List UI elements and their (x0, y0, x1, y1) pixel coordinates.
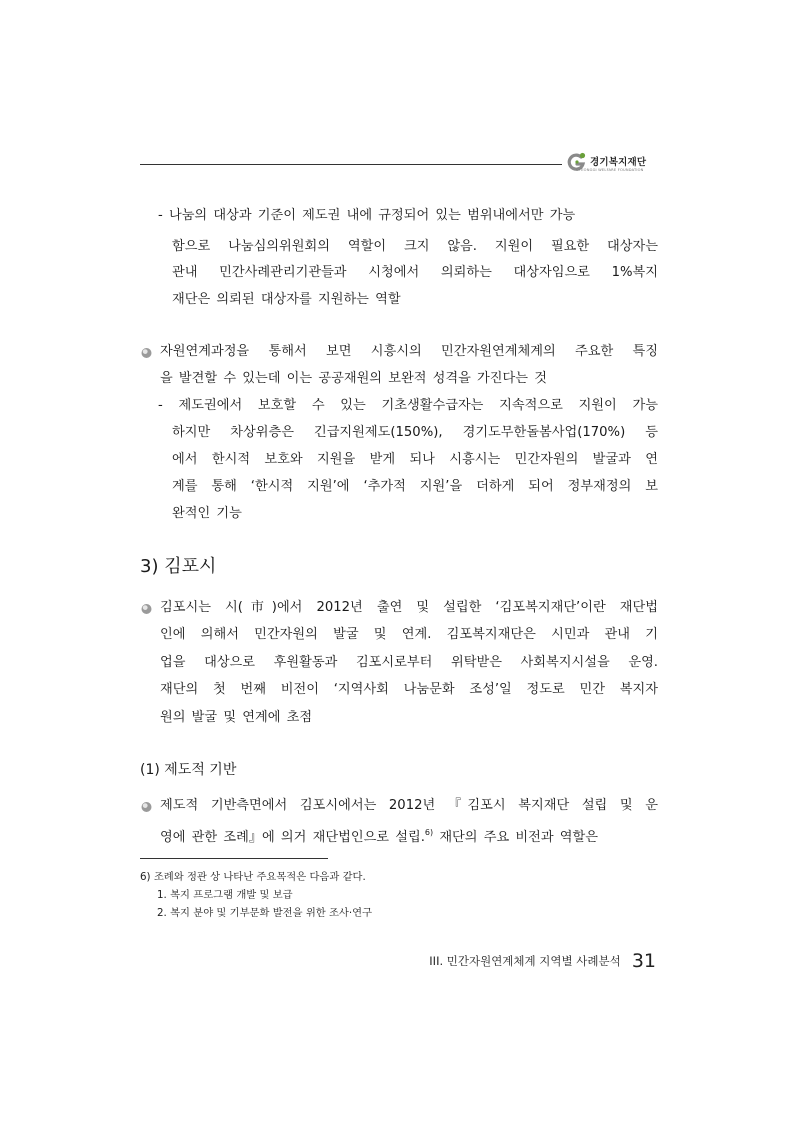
page-header (140, 148, 660, 178)
page-number: 31 (631, 950, 656, 972)
text-line: 함으로 나눔심의위원회의 역할이 크지 않음. 지원이 필요한 대상자는 (172, 239, 658, 254)
text-line (160, 824, 598, 847)
text-fragment: 재단의 주요 비전과 역할은 (433, 830, 599, 845)
text-line: 원의 발굴 및 연계에 초점 (160, 710, 313, 725)
section-heading: 3) 김포시 (140, 556, 217, 577)
chapter-title: III. 민간자원연계체계 지역별 사례분석 (429, 954, 621, 968)
text-line: 인에 의해서 민간자원의 발굴 및 연계. 김포복지재단은 시민과 관내 기 (160, 627, 658, 642)
subsection-heading: (1) 제도적 기반 (140, 762, 237, 778)
text-line: 관내 민간사례관리기관들과 시청에서 의뢰하는 대상자임으로 1%복지 (172, 265, 658, 280)
text-line: 김포시는 시(市)에서 2012년 출연 및 설립한 ‘김포복지재단’이란 재단법 (160, 600, 658, 615)
text-line: 계를 통해 ‘한시적 지원’에 ‘추가적 지원’을 더하게 되어 정부재정의 보 (172, 479, 658, 494)
logo-subtitle: GYEONGGI WELFARE FOUNDATION (576, 168, 644, 172)
text-line: 하지만 차상위층은 긴급지원제도(150%), 경기도무한돌봄사업(170%) 등 (172, 425, 658, 440)
logo-name: 경기복지재단 (590, 157, 647, 168)
text-line: - 나눔의 대상과 기준이 제도권 내에 규정되어 있는 범위내에서만 가능 (158, 208, 576, 223)
footnote-line: 6) 조례와 정관 상 나타난 주요목적은 다음과 같다. (140, 871, 366, 883)
bullet-icon (140, 346, 153, 359)
text-line: 제도적 기반측면에서 김포시에서는 2012년 『김포시 복지재단 설립 및 운 (160, 798, 658, 813)
text-line: 업을 대상으로 후원활동과 김포시로부터 위탁받은 사회복지시설을 운영. (160, 655, 658, 670)
footnote-line: 2. 복지 분야 및 기부문화 발전을 위한 조사·연구 (157, 907, 373, 919)
footnote-rule (140, 858, 328, 859)
footnote-ref: 6) (424, 828, 434, 837)
text-line: 에서 한시적 보호와 지원을 받게 되나 시흥시는 민간자원의 발굴과 연 (172, 452, 658, 467)
bullet-icon (140, 800, 153, 813)
text-fragment: 영에 관한 조례』에 의거 재단법인으로 설립. (160, 830, 425, 845)
foundation-logo (566, 148, 662, 178)
footnote-line: 1. 복지 프로그램 개발 및 보급 (157, 889, 293, 901)
text-line: - 제도권에서 보호할 수 있는 기초생활수급자는 지속적으로 지원이 가능 (158, 398, 658, 413)
text-line: 완적인 기능 (172, 506, 242, 521)
text-line: 재단은 의뢰된 대상자를 지원하는 역할 (172, 292, 401, 307)
text-line: 재단의 첫 번째 비전이 ‘지역사회 나눔문화 조성’일 정도로 민간 복지자 (160, 682, 658, 697)
page-footer (429, 950, 656, 972)
header-rule (140, 164, 562, 165)
text-line: 을 발견할 수 있는데 이는 공공재원의 보완적 성격을 가진다는 것 (160, 371, 547, 386)
bullet-icon (140, 602, 153, 615)
text-line: 자원연계과정을 통해서 보면 시흥시의 민간자원연계체계의 주요한 특징 (160, 344, 658, 359)
